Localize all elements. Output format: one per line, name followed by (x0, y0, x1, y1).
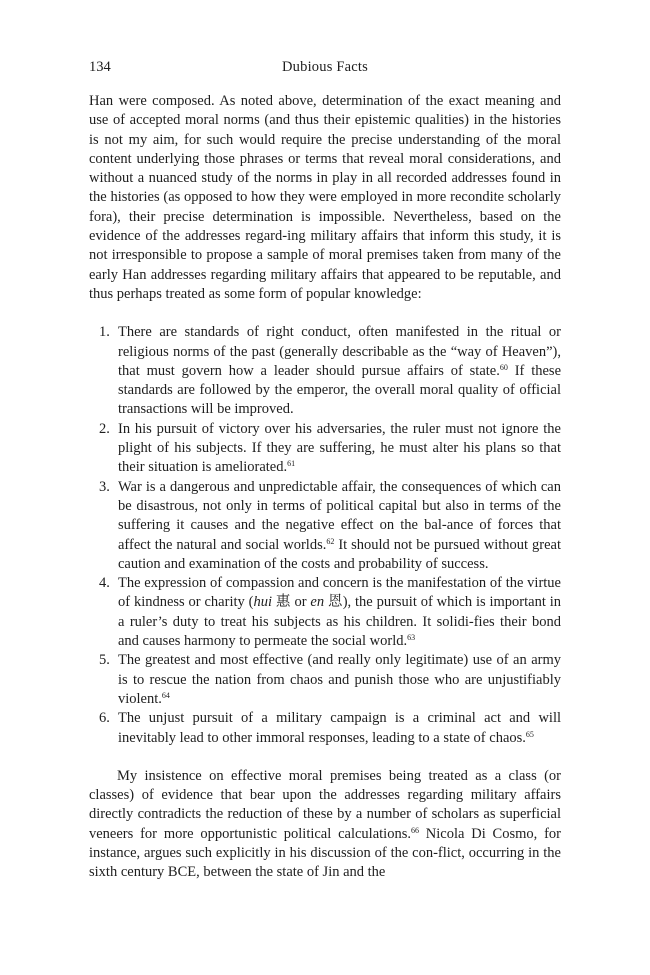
footnote-ref: 64 (161, 690, 170, 700)
list-item-text: ), the pursuit of which is important in a ruler’s duty to treat his subjects as his children. It solidi-fies their bond and causes harmony to permeate the social world. (118, 594, 562, 650)
footnote-ref: 63 (407, 633, 416, 643)
list-item-text: The greatest and most effective (and really only legitimate) use of an army is to rescue the nation from chaos and punish those who are unjustifiably violent. (118, 652, 561, 707)
running-title: Dubious Facts (282, 59, 368, 75)
list-item-text: There are standards of right conduct, often manifested in the ritual or religious norms of the past (generally describable as the “way of Heaven”), that must govern how a leader should pursue affairs of state. (118, 324, 561, 379)
list-item (89, 478, 561, 574)
paragraph-1: Han were composed. As noted above, determination of the exact meaning and use of accepted moral norms (and thus their epistemic qualities) in the histories is not my aim, for such would require the precise understanding of the moral content underlying those phrases or terms that reveal moral considerations, and without a nuanced study of the norms in play in all recorded addresses found in the histories (as opposed to how they were employed in more recondite scholarly fora), their precise determination is impossible. Nevertheless, based on the evidence of the addresses regard-ing military affairs that inform this study, it is not irresponsible to propose a sample of moral premises taken from many of the early Han addresses regarding military affairs that appeared to be reputable, and thus perhaps treated as some form of popular knowledge: (89, 93, 561, 302)
romanized-term: en (310, 594, 325, 611)
footnote-ref: 62 (326, 536, 335, 546)
moral-premises-list (89, 323, 561, 748)
list-item-text: It should not be pursued without great caution and examination of the costs and probability of success. (118, 536, 562, 572)
romanized-term: hui (253, 594, 272, 611)
list-item-number: 4. (99, 575, 110, 592)
list-item-text: War is a dangerous and unpredictable affair, the consequences of which can be disastrous, not only in terms of political capital but also in terms of the suffering it causes and the negative effect on the bal-ance of forces that affect the natural and social worlds. (118, 478, 561, 553)
chinese-character: 恩 (324, 594, 343, 611)
paragraph-text: Nicola Di Cosmo, for instance, argues such explicitly in his discussion of the con-flict, occurring in the sixth century BCE, between the state of Jin and the (89, 825, 562, 881)
list-item-number: 2. (99, 420, 110, 437)
list-item (89, 420, 561, 478)
list-item-number: 1. (99, 324, 110, 341)
paragraph-2 (89, 767, 561, 883)
footnote-ref: 65 (525, 729, 534, 739)
list-item-text: The expression of compassion and concern is the manifestation of the virtue of kindness or charity ( (118, 575, 561, 611)
chinese-character: 惠 or (271, 594, 311, 611)
list-item (89, 323, 561, 419)
list-item-number: 6. (99, 710, 110, 727)
list-item-number: 5. (99, 652, 110, 669)
list-item (89, 709, 561, 748)
list-item-number: 3. (99, 478, 110, 495)
footnote-ref: 60 (499, 362, 508, 372)
footnote-ref: 66 (410, 825, 419, 835)
list-item (89, 651, 561, 709)
list-item-text: The unjust pursuit of a military campaign is a criminal act and will inevitably lead to other immoral responses, leading to a state of chaos. (118, 710, 561, 746)
paragraph-text: My insistence on effective moral premises being treated as a class (or classes) of evidence that bear upon the addresses regarding military affairs directly contradicts the reduction of these by a number of scholars as superficial veneers for more opportunistic political calculations. (89, 767, 561, 842)
body-text (89, 92, 561, 883)
page-number: 134 (89, 59, 111, 75)
list-item-text: If these standards are followed by the emperor, the overall moral quality of official transactions will be improved. (118, 362, 561, 418)
list-item-text: In his pursuit of victory over his adversaries, the ruler must not ignore the plight of his subjects. If they are suffering, he must alter his plans so that their situation is ameliorated. (118, 420, 561, 476)
footnote-ref: 61 (287, 459, 296, 469)
list-item (89, 574, 561, 651)
page-header (89, 58, 561, 78)
